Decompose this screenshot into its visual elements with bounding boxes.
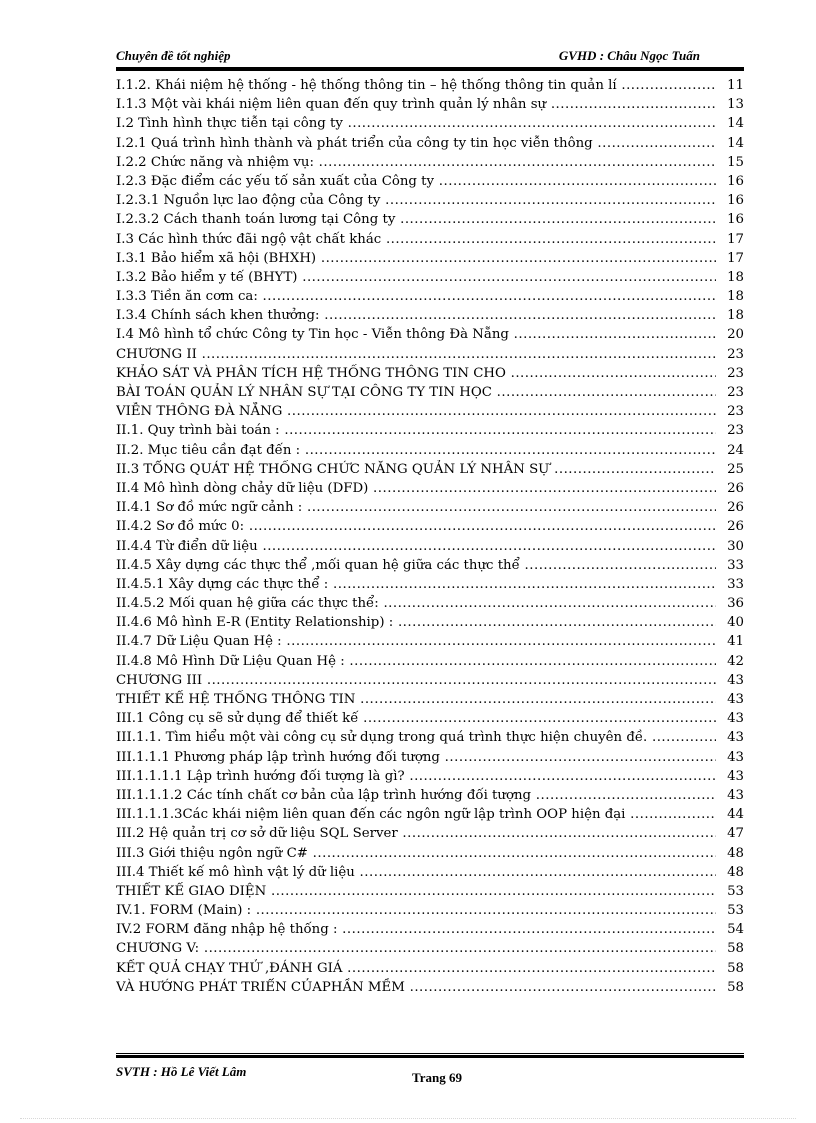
toc-entry[interactable] (116, 844, 744, 863)
toc-entry-title-wrap (116, 575, 716, 594)
toc-entry-title: I.3.2 Bảo hiểm y tế (BHYT) (116, 269, 298, 285)
toc-entry-page: 43 (716, 671, 744, 690)
toc-entry-title-wrap (116, 441, 716, 460)
toc-entry[interactable] (116, 594, 744, 613)
toc-entry-page: 36 (716, 594, 744, 613)
toc-entry-page: 23 (716, 364, 744, 383)
toc-entry[interactable] (116, 882, 744, 901)
toc-entry-title-wrap (116, 460, 716, 479)
toc-entry-title-wrap (116, 882, 716, 901)
toc-entry-title: KẾT QUẢ CHẠY THỬ ,ĐÁNH GIÁ (116, 960, 343, 976)
toc-entry[interactable] (116, 709, 744, 728)
toc-entry-title: BÀI TOÁN QUẢN LÝ NHÂN SỰ TẠI CÔNG TY TIN HỌC (116, 385, 492, 400)
toc-entry-title: III.1 Công cụ sẽ sử dụng để thiết kế (116, 711, 359, 727)
toc-entry[interactable] (116, 939, 744, 958)
toc-entry-title: II.1. Quy trình bài toán : (116, 423, 280, 439)
toc-entry-title: I.2.3.1 Nguồn lực lao động của Công ty (116, 193, 381, 209)
toc-entry-title: III.1.1.1 Phương pháp lập trình hướng đối tượng (116, 749, 440, 765)
toc-entry-title-wrap (116, 786, 716, 805)
toc-entry-title-wrap (116, 728, 716, 747)
toc-entry-page: 42 (716, 652, 744, 671)
toc-entry[interactable] (116, 76, 744, 95)
toc-entry[interactable] (116, 632, 744, 651)
toc-entry-page: 23 (716, 402, 744, 421)
toc-entry-title: I.2.2 Chức năng và nhiệm vụ: (116, 154, 314, 170)
toc-entry[interactable] (116, 959, 744, 978)
toc-entry-title: III.4 Thiết kế mô hình vật lý dữ liệu (116, 864, 355, 880)
toc-entry-page: 53 (716, 901, 744, 920)
toc-entry[interactable] (116, 901, 744, 920)
toc-entry-title: II.4.5.1 Xây dựng các thực thể : (116, 576, 329, 592)
toc-entry-title: VIỄN THÔNG ĐÀ NẴNG (116, 404, 283, 420)
toc-entry-title: I.2.3.2 Cách thanh toán lương tại Công ty (116, 212, 396, 228)
toc-entry-title-wrap (116, 364, 716, 383)
footer-divider (116, 1053, 744, 1058)
toc-entry-page: 58 (716, 978, 744, 997)
toc-entry[interactable] (116, 345, 744, 364)
toc-entry-page: 16 (716, 172, 744, 191)
toc-entry-title: II.4.6 Mô hình E-R (Entity Relationship) : (116, 615, 394, 631)
toc-entry-title: II.4.4 Từ điển dữ liệu (116, 538, 258, 554)
toc-entry[interactable] (116, 824, 744, 843)
toc-entry[interactable] (116, 325, 744, 344)
toc-entry-title: III.2 Hệ quản trị cơ sở dữ liệu SQL Server (116, 826, 398, 842)
toc-entry-title-wrap (116, 594, 716, 613)
toc-entry[interactable] (116, 249, 744, 268)
toc-entry[interactable] (116, 114, 744, 133)
toc-entry-page: 18 (716, 306, 744, 325)
toc-entry-title: III.1.1. Tìm hiểu một vài công cụ sử dụng trong quá trình thực hiện chuyên đề. (116, 730, 648, 746)
toc-entry-title: II.2. Mục tiêu cần đạt đến : (116, 442, 301, 458)
toc-entry-title-wrap (116, 134, 716, 153)
toc-entry-page: 33 (716, 575, 744, 594)
toc-entry[interactable] (116, 690, 744, 709)
toc-entry-title: I.4 Mô hình tổ chức Công ty Tin học - Viễn thông Đà Nẵng (116, 327, 509, 343)
header-thesis-label: Chuyên đề tốt nghiệp (116, 48, 231, 63)
toc-entry-page: 53 (716, 882, 744, 901)
toc-entry-title: I.3.3 Tiền ăn cơm ca: (116, 289, 258, 305)
toc-entry[interactable] (116, 172, 744, 191)
toc-entry-page: 43 (716, 690, 744, 709)
toc-entry-title-wrap (116, 191, 716, 210)
toc-entry-title-wrap (116, 632, 716, 651)
toc-entry[interactable] (116, 364, 744, 383)
toc-entry[interactable] (116, 479, 744, 498)
toc-entry-title: I.1.3 Một vài khái niệm liên quan đến quy trình quản lý nhân sự (116, 97, 547, 113)
toc-entry-page: 43 (716, 767, 744, 786)
toc-entry-page: 26 (716, 479, 744, 498)
toc-entry-title-wrap (116, 939, 716, 958)
toc-entry-title-wrap (116, 345, 716, 364)
toc-entry-page: 23 (716, 421, 744, 440)
page-header (116, 48, 744, 66)
toc-entry-page: 20 (716, 325, 744, 344)
toc-entry-title-wrap (116, 287, 716, 306)
toc-entry[interactable] (116, 210, 744, 229)
toc-entry-page: 44 (716, 805, 744, 824)
toc-entry-title-wrap (116, 249, 716, 268)
toc-entry-page: 43 (716, 728, 744, 747)
toc-entry[interactable] (116, 613, 744, 632)
toc-entry-title: I.2.3 Đặc điểm các yếu tố sản xuất của Công ty (116, 173, 435, 189)
toc-entry[interactable] (116, 134, 744, 153)
toc-entry[interactable] (116, 421, 744, 440)
toc-entry-title-wrap (116, 325, 716, 344)
toc-entry-title-wrap (116, 978, 716, 997)
toc-entry-page: 43 (716, 786, 744, 805)
toc-entry-title-wrap (116, 517, 716, 536)
toc-entry-title: II.4.7 Dữ Liệu Quan Hệ : (116, 634, 282, 650)
toc-entry-page: 58 (716, 959, 744, 978)
toc-entry-page: 23 (716, 345, 744, 364)
toc-entry-title-wrap (116, 210, 716, 229)
toc-entry-page: 13 (716, 95, 744, 114)
toc-entry-title-wrap (116, 613, 716, 632)
toc-entry[interactable] (116, 863, 744, 882)
toc-entry[interactable] (116, 95, 744, 114)
toc-entry-page: 58 (716, 939, 744, 958)
toc-entry[interactable] (116, 306, 744, 325)
toc-entry-page: 43 (716, 709, 744, 728)
toc-entry-page: 14 (716, 114, 744, 133)
footer-author: SVTH : Hồ Lê Viết Lâm (116, 1064, 247, 1079)
toc-entry-title-wrap (116, 863, 716, 882)
toc-entry-title-wrap (116, 402, 716, 421)
toc-entry-page: 17 (716, 230, 744, 249)
toc-entry-title-wrap (116, 805, 716, 824)
toc-entry-title-wrap (116, 479, 716, 498)
toc-entry-title-wrap (116, 671, 716, 690)
toc-entry-page: 26 (716, 498, 744, 517)
toc-entry-page: 25 (716, 460, 744, 479)
toc-entry-title-wrap (116, 153, 716, 172)
toc-entry[interactable] (116, 191, 744, 210)
toc-entry-page: 47 (716, 824, 744, 843)
toc-entry-title-wrap (116, 709, 716, 728)
toc-entry[interactable] (116, 556, 744, 575)
toc-entry-title-wrap (116, 268, 716, 287)
toc-entry-title: I.3 Các hình thức đãi ngộ vật chất khác (116, 231, 382, 247)
toc-entry-title-wrap (116, 172, 716, 191)
toc-entry-title-wrap (116, 652, 716, 671)
toc-entry[interactable] (116, 441, 744, 460)
toc-entry-page: 48 (716, 844, 744, 863)
toc-entry-title-wrap (116, 844, 716, 863)
toc-entry[interactable] (116, 652, 744, 671)
toc-entry-title: THIẾT KẾ HỆ THỐNG THÔNG TIN (116, 692, 356, 707)
toc-entry-title: II.4.8 Mô Hình Dữ Liệu Quan Hệ : (116, 653, 345, 669)
toc-entry[interactable] (116, 978, 744, 997)
toc-entry-title: II.4.5.2 Mối quan hệ giữa các thực thể: (116, 596, 379, 612)
toc-entry-title-wrap (116, 383, 716, 402)
toc-entry-page: 26 (716, 517, 744, 536)
toc-entry-title-wrap (116, 537, 716, 556)
toc-entry-title: II.4.1 Sơ đồ mức ngữ cảnh : (116, 500, 303, 516)
toc-entry-title-wrap (116, 556, 716, 575)
toc-entry[interactable] (116, 460, 744, 479)
toc-entry[interactable] (116, 920, 744, 939)
toc-entry-title: VÀ HƯỚNG PHÁT TRIỂN CỦAPHẦN MỀM (116, 979, 405, 995)
toc-entry[interactable] (116, 671, 744, 690)
table-of-contents (116, 76, 744, 997)
toc-entry-title: CHƯƠNG V: (116, 941, 200, 957)
toc-entry-page: 30 (716, 537, 744, 556)
toc-entry-title: I.2.1 Quá trình hình thành và phát triển của công ty tin học viễn thông (116, 135, 593, 151)
toc-entry-title-wrap (116, 306, 716, 325)
toc-entry[interactable] (116, 728, 744, 747)
toc-entry[interactable] (116, 383, 744, 402)
toc-entry-page: 18 (716, 287, 744, 306)
toc-entry-page: 40 (716, 613, 744, 632)
toc-entry[interactable] (116, 153, 744, 172)
toc-entry[interactable] (116, 498, 744, 517)
toc-entry-page: 41 (716, 632, 744, 651)
toc-entry[interactable] (116, 537, 744, 556)
toc-entry-page: 43 (716, 748, 744, 767)
toc-entry-title-wrap (116, 959, 716, 978)
toc-entry-title: I.1.2. Khái niệm hệ thống - hệ thống thông tin – hệ thống thông tin quản lí (116, 78, 617, 93)
toc-entry-title: III.1.1.1.2 Các tính chất cơ bản của lập trình hướng đối tượng (116, 787, 532, 803)
toc-entry-page: 16 (716, 210, 744, 229)
toc-entry-title-wrap (116, 748, 716, 767)
toc-entry[interactable] (116, 517, 744, 536)
toc-entry[interactable] (116, 575, 744, 594)
toc-entry-page: 54 (716, 920, 744, 939)
toc-entry-page: 16 (716, 191, 744, 210)
toc-entry-title: CHƯƠNG II (116, 346, 197, 362)
toc-entry-title: II.4.2 Sơ đồ mức 0: (116, 519, 245, 535)
toc-entry-title-wrap (116, 690, 716, 709)
toc-entry-title: II.4 Mô hình dòng chảy dữ liệu (DFD) (116, 480, 369, 496)
toc-entry-title: III.3 Giới thiệu ngôn ngữ C# (116, 845, 308, 861)
toc-entry-title: I.3.1 Bảo hiểm xã hội (BHXH) (116, 250, 317, 266)
toc-entry-title-wrap (116, 824, 716, 843)
toc-entry-title: I.3.4 Chính sách khen thưởng: (116, 308, 320, 324)
toc-entry-title: IV.1. FORM (Main) : (116, 903, 252, 919)
toc-entry-page: 23 (716, 383, 744, 402)
toc-entry-title-wrap (116, 920, 716, 939)
toc-entry-page: 48 (716, 863, 744, 882)
toc-entry[interactable] (116, 402, 744, 421)
toc-entry-page: 18 (716, 268, 744, 287)
page-footer (116, 1062, 744, 1084)
toc-entry-title: I.2 Tình hình thực tiễn tại công ty (116, 116, 343, 132)
toc-entry-title: II.3 TỔNG QUÁT HỆ THỐNG CHỨC NĂNG QUẢN LÝ NHÂN SỰ (116, 461, 550, 477)
toc-entry-title-wrap (116, 767, 716, 786)
toc-entry-title-wrap (116, 76, 716, 95)
toc-entry-page: 24 (716, 441, 744, 460)
toc-entry-page: 11 (716, 76, 744, 95)
toc-entry-page: 14 (716, 134, 744, 153)
toc-entry-title: KHẢO SÁT VÀ PHÂN TÍCH HỆ THỐNG THÔNG TIN CHO (116, 365, 506, 381)
page-edge-divider (20, 1118, 796, 1119)
toc-entry[interactable] (116, 287, 744, 306)
toc-entry-title: CHƯƠNG III (116, 672, 203, 688)
toc-entry-page: 33 (716, 556, 744, 575)
toc-entry[interactable] (116, 805, 744, 824)
toc-entry[interactable] (116, 786, 744, 805)
toc-entry-title-wrap (116, 230, 716, 249)
toc-entry[interactable] (116, 268, 744, 287)
toc-entry-title-wrap (116, 95, 716, 114)
toc-entry-title-wrap (116, 901, 716, 920)
header-divider (116, 67, 744, 71)
toc-entry[interactable] (116, 767, 744, 786)
toc-entry-title-wrap (116, 498, 716, 517)
footer-page-number: Trang 69 (412, 1070, 462, 1085)
toc-entry-title: III.1.1.1.1 Lập trình hướng đối tượng là gì? (116, 768, 405, 784)
toc-entry-title-wrap (116, 421, 716, 440)
toc-entry-title: THIẾT KẾ GIAO DIỆN (116, 883, 267, 899)
toc-entry-title: III.1.1.1.3Các khái niệm liên quan đến các ngôn ngữ lập trình OOP hiện đại (116, 807, 626, 823)
toc-entry-page: 15 (716, 153, 744, 172)
toc-entry-page: 17 (716, 249, 744, 268)
header-advisor-label: GVHD : Châu Ngọc Tuấn (558, 48, 700, 63)
toc-entry-title-wrap (116, 114, 716, 133)
toc-entry[interactable] (116, 748, 744, 767)
toc-entry[interactable] (116, 230, 744, 249)
toc-entry-title: IV.2 FORM đăng nhập hệ thống : (116, 922, 338, 938)
toc-entry-title: II.4.5 Xây dựng các thực thể ,mối quan hệ giữa các thực thể (116, 557, 520, 573)
